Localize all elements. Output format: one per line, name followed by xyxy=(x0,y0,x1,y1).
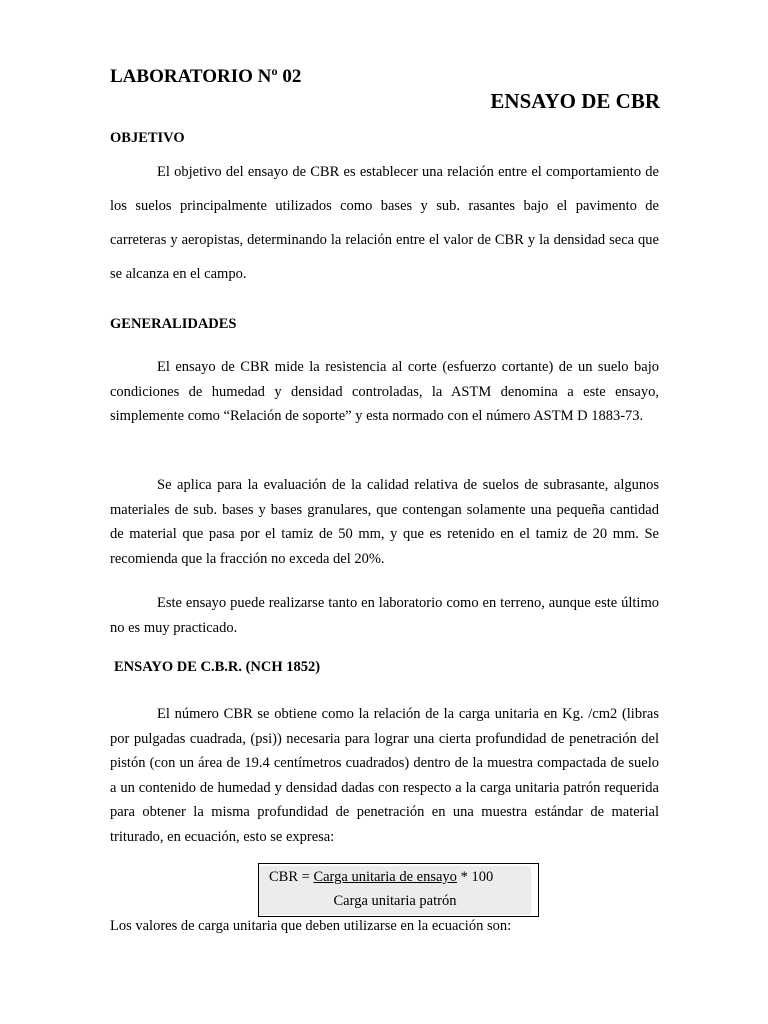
formula-factor: 100 xyxy=(471,869,494,885)
formula-operator: * xyxy=(456,869,472,885)
formula-numerator: Carga unitaria de ensayo xyxy=(313,869,457,885)
heading-objetivo: OBJETIVO xyxy=(110,130,185,146)
formula-box xyxy=(258,863,539,917)
heading-ensayo-cbr: ENSAYO DE C.B.R. (NCH 1852) xyxy=(114,659,321,675)
footer-text: Los valores de carga unitaria que deben utilizarse en la ecuación son: xyxy=(110,918,512,934)
formula-lhs: CBR = xyxy=(269,869,314,885)
paragraph-generalidades-3: Este ensayo puede realizarse tanto en laboratorio como en terreno, aunque este último no es muy practicado. xyxy=(110,595,659,636)
lab-title: LABORATORIO Nº 02 xyxy=(110,66,302,87)
paragraph-generalidades-2: Se aplica para la evaluación de la calidad relativa de suelos de subrasante, algunos materiales de sub. bases y bases granulares, que contengan solamente una pequeña cantidad de material que pasa por el tamiz de 50 mm, y que es retenido en el tamiz de 20 mm. Se recomienda que la fracción no exceda del 20%. xyxy=(110,477,659,567)
paragraph-generalidades-1: El ensayo de CBR mide la resistencia al corte (esfuerzo cortante) de un suelo bajo condiciones de humedad y densidad controladas, la ASTM denomina a este ensayo, simplemente como “Relación de soporte” y esta normado con el número ASTM D 1883-73. xyxy=(110,359,659,424)
paragraph-ensayo-cbr: El número CBR se obtiene como la relación de la carga unitaria en Kg. /cm2 (libras por pulgadas cuadrada, (psi)) necesaria para lograr una cierta profundidad de penetración del pistón (con un área de 19.4 centímetros cuadrados) dentro de la muestra compactada de suelo a un contenido de humedad y densidad dadas con respecto a la carga unitaria patrón requerida para obtener la misma profundidad de penetración en una muestra estándar de material triturado, en ecuación, esto se expresa: xyxy=(110,706,659,845)
formula-numerator-line xyxy=(269,869,493,886)
page-title: ENSAYO DE CBR xyxy=(490,89,660,113)
formula-denominator: Carga unitaria patrón xyxy=(333,893,457,909)
heading-generalidades: GENERALIDADES xyxy=(110,316,237,332)
paragraph-objetivo: El objetivo del ensayo de CBR es establecer una relación entre el comportamiento de los suelos principalmente utilizados como bases y sub. rasantes bajo el pavimento de carreteras y aeropistas, determinando la relación entre el valor de CBR y la densidad seca que se alcanza en el campo. xyxy=(110,164,659,282)
